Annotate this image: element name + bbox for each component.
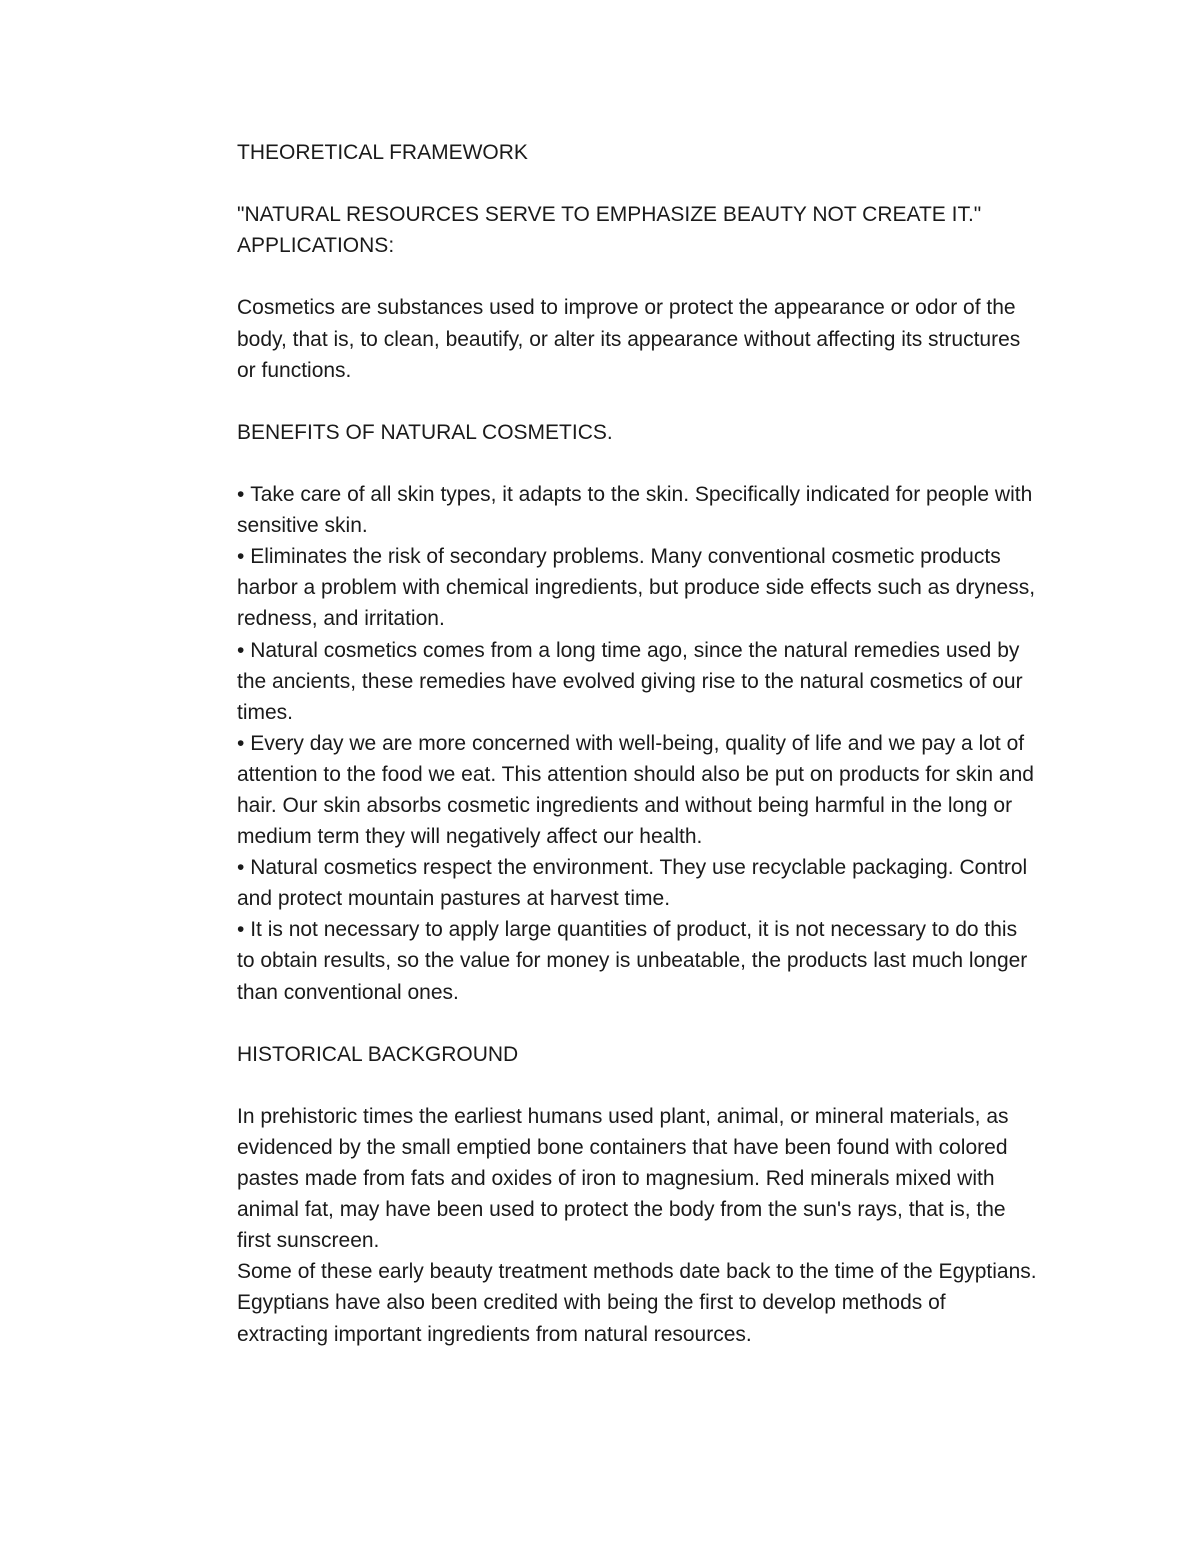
spacer <box>237 261 1037 292</box>
spacer <box>237 168 1037 199</box>
section-heading-historical-background: HISTORICAL BACKGROUND <box>237 1042 519 1066</box>
spacer <box>237 1070 1037 1101</box>
benefit-item: • It is not necessary to apply large quantities of product, it is not necessary to do this to obtain results, so the value for money is unbeatable, the products last much longer than conventional ones. <box>237 914 1037 1007</box>
quote: "NATURAL RESOURCES SERVE TO EMPHASIZE BEAUTY NOT CREATE IT." <box>237 203 982 227</box>
benefit-item: • Natural cosmetics respect the environment. They use recyclable packaging. Control and protect mountain pastures at harvest time. <box>237 852 1037 914</box>
section-heading-theoretical-framework: THEORETICAL FRAMEWORK <box>237 141 528 164</box>
history-paragraph: Some of these early beauty treatment methods date back to the time of the Egyptians. Egyptians have also been credited with being the first to develop methods of extracting important ingredients from natural resources. <box>237 1260 1037 1346</box>
benefit-item: • Eliminates the risk of secondary problems. Many conventional cosmetic products harbor a problem with chemical ingredients, but produce side effects such as dryness, redness, and irritation. <box>237 541 1037 634</box>
definition-paragraph: Cosmetics are substances used to improve or protect the appearance or odor of the body, that is, to clean, beautify, or alter its appearance without affecting its structures or functions. <box>237 296 1021 382</box>
document-page <box>237 137 1037 1350</box>
history-paragraph: In prehistoric times the earliest humans used plant, animal, or mineral materials, as evidenced by the small emptied bone containers that have been found with colored pastes made from fats and oxides of iron to magnesium. Red minerals mixed with animal fat, may have been used to protect the body from the sun's rays, that is, the first sunscreen. <box>237 1104 1009 1253</box>
benefit-item: • Natural cosmetics comes from a long time ago, since the natural remedies used by the ancients, these remedies have evolved giving rise to the natural cosmetics of our times. <box>237 635 1037 728</box>
section-heading-benefits: BENEFITS OF NATURAL COSMETICS. <box>237 420 613 444</box>
spacer <box>237 448 1037 479</box>
spacer <box>237 386 1037 417</box>
section-heading-applications: APPLICATIONS: <box>237 234 395 258</box>
spacer <box>237 1008 1037 1039</box>
benefit-item: • Every day we are more concerned with well-being, quality of life and we pay a lot of attention to the food we eat. This attention should also be put on products for skin and hair. Our skin absorbs cosmetic ingredients and without being harmful in the long or medium term they will negatively affect our health. <box>237 728 1037 852</box>
benefit-item: • Take care of all skin types, it adapts to the skin. Specifically indicated for people with sensitive skin. <box>237 479 1037 541</box>
